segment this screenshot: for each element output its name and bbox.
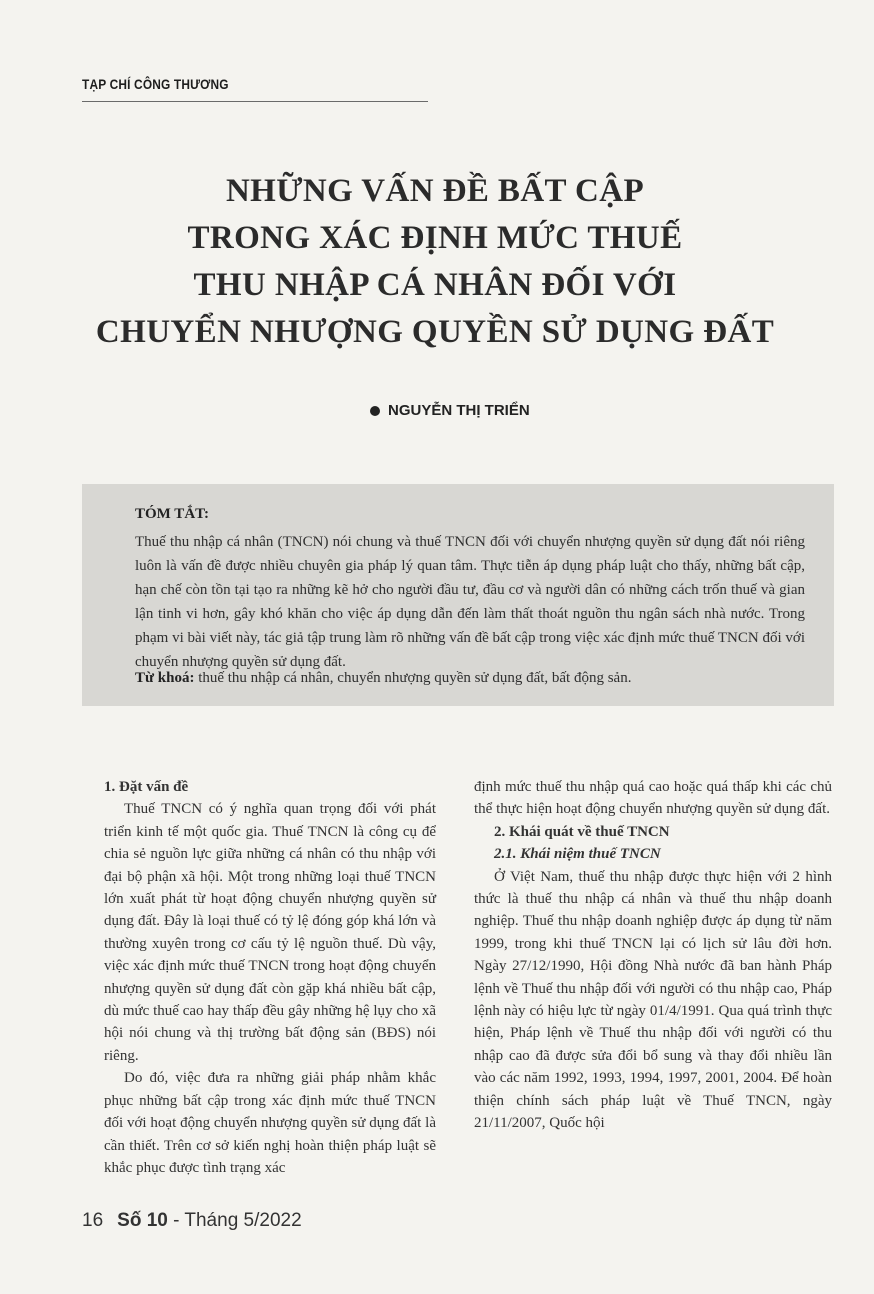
header-rule bbox=[82, 101, 428, 102]
title-line: CHUYỂN NHƯỢNG QUYỀN SỬ DỤNG ĐẤT bbox=[95, 314, 775, 350]
right-column bbox=[474, 776, 832, 1135]
subsection-heading: 2.1. Khái niệm thuế TNCN bbox=[494, 846, 661, 863]
paragraph: Thuế TNCN có ý nghĩa quan trọng đối với phát triển kinh tế một quốc gia. Thuế TNCN là công cụ để chia sẻ nguồn lực giữa những cá nhân có thu nhập với đại bộ phận xã hội. Một trong những loại thuế TNCN lớn xuất phát từ hoạt động chuyển nhượng quyền sử dụng đất. Đây là loại thuế có tỷ lệ đóng góp khá lớn và thường xuyên trong cơ cấu tỷ lệ nguồn thuế. Dù vậy, việc xác định mức thuế TNCN trong hoạt động chuyển nhượng quyền sử dụng đất còn gặp khá nhiều bất cập, dù mức thuế cao hay thấp đều gây những hệ lụy cho xã hội nói chung và thị trường bất động sản (BĐS) nói riêng. bbox=[104, 801, 436, 1064]
author-line bbox=[370, 402, 530, 419]
bullet-icon bbox=[370, 406, 380, 416]
issue-number: Số 10 bbox=[117, 1210, 168, 1231]
left-column bbox=[104, 776, 436, 1179]
section-heading: 2. Khái quát về thuế TNCN bbox=[494, 823, 670, 840]
keywords-label: Từ khoá: bbox=[135, 670, 195, 686]
abstract-box bbox=[82, 484, 834, 706]
abstract-label: TÓM TẮT: bbox=[135, 506, 210, 522]
paragraph: Do đó, việc đưa ra những giải pháp nhằm khắc phục những bất cập trong xác định mức thuế TNCN đối với hoạt động chuyển nhượng quyền sử dụng đất là cần thiết. Trên cơ sở kiến nghị hoàn thiện pháp luật sẽ khắc phục được tình trạng xác bbox=[104, 1070, 436, 1176]
keywords bbox=[135, 666, 805, 690]
paragraph: Ở Việt Nam, thuế thu nhập được thực hiện với 2 hình thức là thuế thu nhập cá nhân và thuế thu nhập doanh nghiệp. Thuế thu nhập doanh nghiệp được áp dụng từ năm 1999, trong khi thuế TNCN lại có lịch sử lâu đời hơn. Ngày 27/12/1990, Hội đồng Nhà nước đã ban hành Pháp lệnh về Thuế thu nhập đối với người có thu nhập cao, Pháp lệnh này có hiệu lực từ ngày 01/4/1991. Qua quá trình thực hiện, Pháp lệnh về Thuế thu nhập đối với người có thu nhập cao đã được sửa đổi bổ sung và thay đổi nhiều lần vào các năm 1992, 1993, 1994, 1997, 2001, 2004. Để hoàn thiện chính sách pháp luật về Thuế TNCN, ngày 21/11/2007, Quốc hội bbox=[474, 868, 832, 1132]
title-line: NHỮNG VẤN ĐỀ BẤT CẬP bbox=[225, 173, 645, 209]
page-number: 16 bbox=[82, 1210, 104, 1231]
page-footer bbox=[82, 1210, 302, 1232]
abstract-body: Thuế thu nhập cá nhân (TNCN) nói chung và thuế TNCN đối với chuyển nhượng quyền sử dụng đất nói riêng luôn là vấn đề được nhiều chuyên gia pháp lý quan tâm. Thực tiễn áp dụng pháp luật cho thấy, những bất cập, hạn chế còn tồn tại tạo ra những kẽ hở cho người đầu tư, đầu cơ và người dân có những cách trốn thuế và gian lận tinh vi hơn, gây khó khăn cho việc áp dụng dẫn đến làm thất thoát nguồn thu ngân sách nhà nước. Trong phạm vi bài viết này, tác giả tập trung làm rõ những vấn đề bất cập trong việc xác định mức thuế TNCN đối với chuyển nhượng quyền sử dụng đất. bbox=[135, 534, 805, 670]
article-title bbox=[40, 168, 830, 356]
paragraph-continued: định mức thuế thu nhập quá cao hoặc quá thấp khi các chủ thể thực hiện hoạt động chuyển nhượng quyền sử dụng đất. bbox=[474, 779, 832, 818]
issue-month: - Tháng 5/2022 bbox=[173, 1210, 302, 1231]
title-line: THU NHẬP CÁ NHÂN ĐỐI VỚI bbox=[193, 267, 677, 303]
section-heading: 1. Đặt vấn đề bbox=[104, 779, 189, 795]
journal-header: TẠP CHÍ CÔNG THƯƠNG bbox=[82, 76, 229, 92]
author-name: NGUYỄN THỊ TRIỂN bbox=[388, 402, 530, 419]
keywords-text: thuế thu nhập cá nhân, chuyển nhượng quyền sử dụng đất, bất động sản. bbox=[198, 670, 632, 686]
title-line: TRONG XÁC ĐỊNH MỨC THUẾ bbox=[187, 220, 683, 256]
